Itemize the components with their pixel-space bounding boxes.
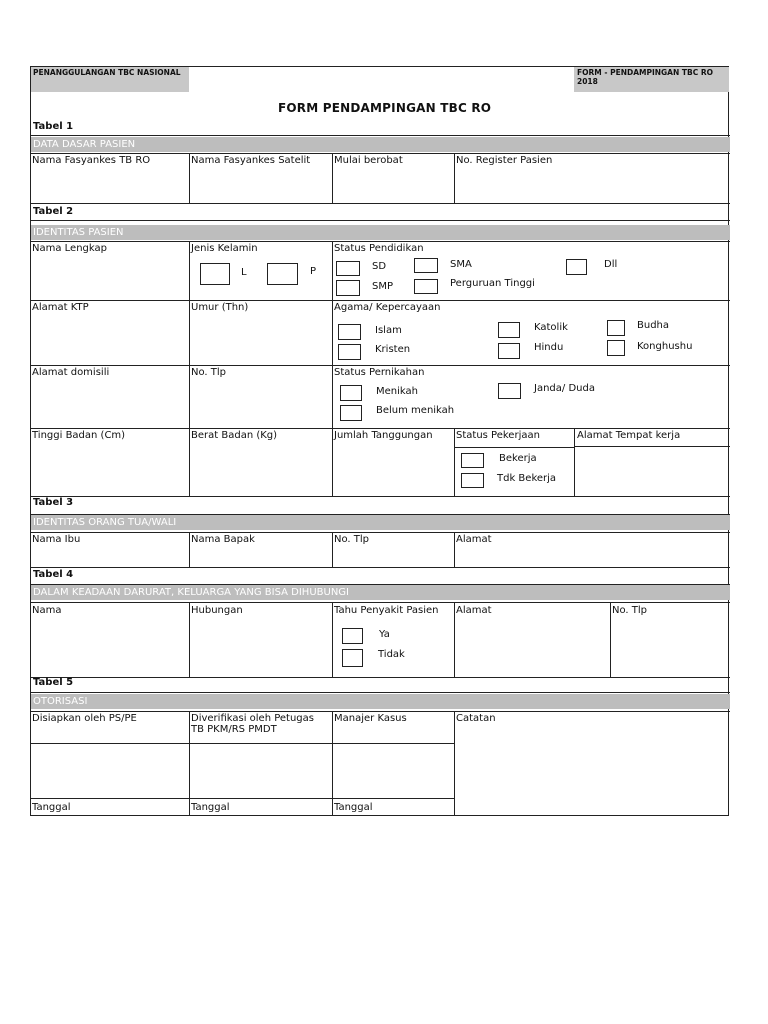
divider — [454, 532, 455, 567]
label-status-pekerjaan: Status Pekerjaan — [456, 430, 540, 441]
divider — [332, 241, 333, 496]
label-alamat-domisili: Alamat domisili — [32, 367, 110, 378]
divider — [189, 532, 190, 567]
label-berat-badan: Berat Badan (Kg) — [191, 430, 278, 441]
checkbox-agama-kristen[interactable] — [338, 344, 361, 360]
section-data-dasar-pasien: DATA DASAR PASIEN — [31, 137, 730, 152]
checkbox-tdk-bekerja[interactable] — [461, 473, 484, 488]
label-jumlah-tanggungan: Jumlah Tanggungan — [334, 430, 433, 441]
divider — [31, 514, 730, 515]
label-no-tlp-pasien: No. Tlp — [191, 367, 227, 378]
checkbox-pendidikan-sd[interactable] — [336, 261, 360, 276]
divider — [31, 428, 730, 429]
divider — [31, 496, 730, 497]
checkbox-belum-menikah[interactable] — [340, 405, 362, 421]
label-umur: Umur (Thn) — [191, 302, 249, 313]
option-bekerja: Bekerja — [499, 453, 537, 464]
label-nama-kontak: Nama — [32, 605, 62, 616]
label-no-tlp-kontak: No. Tlp — [612, 605, 648, 616]
header-left-label: PENANGGULANGAN TBC NASIONAL — [33, 68, 181, 77]
checkbox-ya[interactable] — [342, 628, 363, 644]
divider — [31, 300, 730, 301]
tabel4-label: Tabel 4 — [33, 569, 74, 580]
option-tdk-bekerja: Tdk Bekerja — [497, 473, 557, 484]
divider — [31, 798, 454, 799]
section-keadaan-darurat: DALAM KEADAAN DARURAT, KELUARGA YANG BISA DIHUBUNGI — [31, 585, 730, 600]
label-tinggi-badan: Tinggi Badan (Cm) — [32, 430, 126, 441]
option-islam: Islam — [375, 325, 402, 336]
label-nama-bapak: Nama Bapak — [191, 534, 255, 545]
label-agama: Agama/ Kepercayaan — [334, 302, 441, 313]
divider — [31, 677, 730, 678]
option-janda-duda: Janda/ Duda — [534, 383, 595, 394]
tabel2-label: Tabel 2 — [33, 206, 74, 217]
checkbox-pendidikan-perguruan-tinggi[interactable] — [414, 279, 438, 294]
divider — [31, 743, 454, 744]
divider — [189, 153, 190, 203]
option-menikah: Menikah — [376, 386, 418, 397]
page-title: FORM PENDAMPINGAN TBC RO — [278, 101, 492, 115]
label-tanggal-1: Tanggal — [32, 802, 71, 813]
option-smp: SMP — [372, 281, 394, 292]
label-alamat-wali: Alamat — [456, 534, 492, 545]
checkbox-jk-p[interactable] — [267, 263, 298, 285]
divider — [31, 153, 730, 154]
option-perguruan-tinggi: Perguruan Tinggi — [450, 278, 535, 289]
option-konghushu: Konghushu — [637, 341, 693, 352]
label-catatan: Catatan — [456, 713, 496, 724]
tabel5-label: Tabel 5 — [33, 677, 74, 688]
divider — [31, 241, 730, 242]
label-tahu-penyakit-pasien: Tahu Penyakit Pasien — [334, 605, 439, 616]
label-nama-ibu: Nama Ibu — [32, 534, 81, 545]
divider — [332, 602, 333, 677]
option-kristen: Kristen — [375, 344, 411, 355]
label-hubungan: Hubungan — [191, 605, 243, 616]
divider — [574, 428, 575, 496]
section-identitas-pasien: IDENTITAS PASIEN — [31, 225, 730, 240]
label-nama-lengkap: Nama Lengkap — [32, 243, 107, 254]
divider — [610, 602, 611, 677]
divider — [189, 241, 190, 496]
divider — [454, 428, 455, 496]
checkbox-janda-duda[interactable] — [498, 383, 521, 399]
label-jenis-kelamin: Jenis Kelamin — [191, 243, 258, 254]
divider — [574, 446, 730, 447]
section-identitas-orang-tua-wali: IDENTITAS ORANG TUA/WALI — [31, 515, 730, 530]
label-alamat-tempat-kerja: Alamat Tempat kerja — [577, 430, 681, 441]
header-right-year: 2018 — [577, 77, 598, 86]
checkbox-agama-hindu[interactable] — [498, 343, 520, 359]
divider — [454, 711, 455, 816]
option-sma: SMA — [450, 259, 472, 270]
label-status-pendidikan: Status Pendidikan — [334, 243, 424, 254]
header-right-label: FORM - PENDAMPINGAN TBC RO — [577, 68, 713, 77]
label-manajer-kasus: Manajer Kasus — [334, 713, 407, 724]
option-belum-menikah: Belum menikah — [376, 405, 455, 416]
tabel3-label: Tabel 3 — [33, 497, 74, 508]
label-diverifikasi-oleh: Diverifikasi oleh Petugas — [191, 713, 314, 724]
checkbox-bekerja[interactable] — [461, 453, 484, 468]
divider — [31, 711, 730, 712]
option-dll: Dll — [604, 259, 618, 270]
label-nama-fasyankes-tb-ro: Nama Fasyankes TB RO — [32, 155, 151, 166]
option-jk-l: L — [241, 267, 247, 278]
option-hindu: Hindu — [534, 342, 564, 353]
option-budha: Budha — [637, 320, 670, 331]
label-no-register-pasien: No. Register Pasien — [456, 155, 553, 166]
option-katolik: Katolik — [534, 322, 568, 333]
divider — [189, 711, 190, 816]
label-status-pernikahan: Status Pernikahan — [334, 367, 425, 378]
label-nama-fasyankes-satelit: Nama Fasyankes Satelit — [191, 155, 311, 166]
label-disiapkan-oleh: Disiapkan oleh PS/PE — [32, 713, 137, 724]
checkbox-jk-l[interactable] — [200, 263, 230, 285]
checkbox-agama-konghushu[interactable] — [607, 340, 625, 356]
tabel1-label: Tabel 1 — [33, 121, 74, 132]
divider — [31, 365, 730, 366]
label-alamat-ktp: Alamat KTP — [32, 302, 89, 313]
divider — [31, 602, 730, 603]
option-jk-p: P — [310, 266, 317, 277]
checkbox-pendidikan-dll[interactable] — [566, 259, 587, 275]
option-tidak: Tidak — [378, 649, 405, 660]
divider — [31, 220, 730, 221]
label-alamat-kontak: Alamat — [456, 605, 492, 616]
section-otorisasi: OTORISASI — [31, 694, 730, 709]
option-ya: Ya — [379, 629, 390, 640]
divider — [332, 153, 333, 203]
divider — [454, 447, 574, 448]
checkbox-pendidikan-sma[interactable] — [414, 258, 438, 273]
label-tanggal-3: Tanggal — [334, 802, 373, 813]
checkbox-agama-budha[interactable] — [607, 320, 625, 336]
label-diverifikasi-oleh-line2: TB PKM/RS PMDT — [191, 724, 277, 735]
checkbox-agama-islam[interactable] — [338, 324, 361, 340]
label-no-tlp-wali: No. Tlp — [334, 534, 370, 545]
divider — [332, 711, 333, 816]
option-sd: SD — [372, 261, 387, 272]
checkbox-pendidikan-smp[interactable] — [336, 280, 360, 296]
checkbox-tidak[interactable] — [342, 649, 363, 667]
checkbox-menikah[interactable] — [340, 385, 362, 401]
label-mulai-berobat: Mulai berobat — [334, 155, 403, 166]
label-tanggal-2: Tanggal — [191, 802, 230, 813]
form-sheet — [30, 66, 729, 816]
divider — [31, 135, 730, 136]
divider — [31, 567, 730, 568]
divider — [332, 532, 333, 567]
divider — [31, 692, 730, 693]
divider — [31, 203, 730, 204]
divider — [189, 602, 190, 677]
divider — [454, 153, 455, 203]
checkbox-agama-katolik[interactable] — [498, 322, 520, 338]
divider — [454, 602, 455, 677]
divider — [31, 532, 730, 533]
